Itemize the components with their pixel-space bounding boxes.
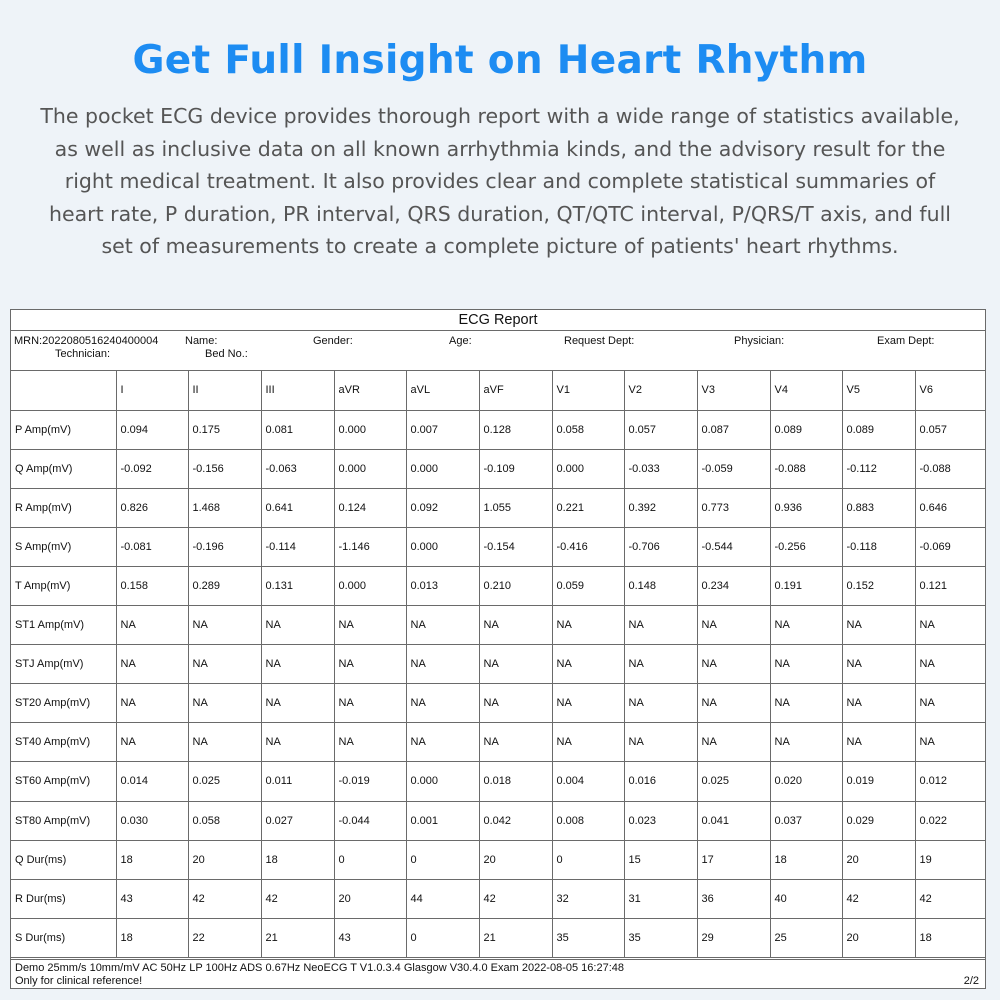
table-row [11, 566, 985, 605]
table-cell: 42 [261, 879, 334, 918]
table-cell: -0.544 [697, 527, 770, 566]
table-cell: NA [552, 645, 624, 684]
table-cell: NA [624, 723, 697, 762]
table-cell: 25 [770, 918, 842, 957]
table-cell: -0.118 [842, 527, 915, 566]
table-cell: -0.109 [479, 449, 552, 488]
table-cell: 0.210 [479, 566, 552, 605]
row-label-cell: R Amp(mV) [11, 488, 116, 527]
row-label-cell: P Amp(mV) [11, 410, 116, 449]
table-cell: NA [697, 645, 770, 684]
row-label-cell: S Amp(mV) [11, 527, 116, 566]
table-cell: 18 [770, 840, 842, 879]
row-label-cell: ST40 Amp(mV) [11, 723, 116, 762]
table-cell: 1.055 [479, 488, 552, 527]
physician-label: Physician: [734, 335, 785, 347]
header-corner-cell [11, 371, 116, 410]
table-cell: NA [261, 684, 334, 723]
lead-header-cell: V5 [842, 371, 915, 410]
table-cell: 0.089 [842, 410, 915, 449]
table-cell: 20 [188, 840, 261, 879]
table-cell: 0.057 [915, 410, 985, 449]
lead-header-cell: I [116, 371, 188, 410]
table-cell: 31 [624, 879, 697, 918]
table-cell: 20 [842, 840, 915, 879]
table-cell: NA [479, 723, 552, 762]
table-cell: NA [406, 684, 479, 723]
table-cell: NA [842, 606, 915, 645]
gender-label: Gender: [313, 335, 353, 347]
table-cell: -0.088 [915, 449, 985, 488]
table-cell: 43 [116, 879, 188, 918]
lead-header-cell: V6 [915, 371, 985, 410]
table-cell: NA [334, 645, 406, 684]
table-cell: 0.000 [406, 449, 479, 488]
table-cell: 0.392 [624, 488, 697, 527]
table-cell: 20 [334, 879, 406, 918]
table-cell: 0.087 [697, 410, 770, 449]
table-cell: NA [842, 723, 915, 762]
table-cell: NA [624, 645, 697, 684]
table-cell: NA [334, 684, 406, 723]
table-cell: 42 [188, 879, 261, 918]
table-cell: 18 [116, 918, 188, 957]
table-cell: 0.131 [261, 566, 334, 605]
table-cell: 0.022 [915, 801, 985, 840]
table-cell: 0.014 [116, 762, 188, 801]
table-cell: NA [770, 645, 842, 684]
table-cell: -0.063 [261, 449, 334, 488]
table-cell: 44 [406, 879, 479, 918]
table-cell: 0.152 [842, 566, 915, 605]
footer-settings: Demo 25mm/s 10mm/mV AC 50Hz LP 100Hz ADS 0.67Hz NeoECG T V1.0.3.4 Glasgow V30.4.0 Exam 2022-08-05 16:27:48 [15, 962, 624, 974]
request-dept-label: Request Dept: [564, 335, 635, 347]
table-row [11, 684, 985, 723]
table-cell: 0.094 [116, 410, 188, 449]
table-cell: NA [842, 645, 915, 684]
table-cell: 0.883 [842, 488, 915, 527]
table-row [11, 762, 985, 801]
table-cell: 0.773 [697, 488, 770, 527]
bed-number-label: Bed No.: [205, 348, 248, 360]
row-label-cell: ST1 Amp(mV) [11, 606, 116, 645]
row-label-cell: Q Dur(ms) [11, 840, 116, 879]
table-cell: 20 [479, 840, 552, 879]
table-cell: 42 [479, 879, 552, 918]
table-cell: 21 [261, 918, 334, 957]
table-cell: 0.001 [406, 801, 479, 840]
table-cell: 35 [552, 918, 624, 957]
name-label: Name: [185, 335, 218, 347]
table-cell: -0.416 [552, 527, 624, 566]
table-cell: 18 [261, 840, 334, 879]
row-label-cell: STJ Amp(mV) [11, 645, 116, 684]
table-cell: -0.059 [697, 449, 770, 488]
row-label-cell: ST60 Amp(mV) [11, 762, 116, 801]
table-cell: 0.148 [624, 566, 697, 605]
table-cell: 18 [915, 918, 985, 957]
table-row [11, 410, 985, 449]
table-cell: 0.641 [261, 488, 334, 527]
exam-dept-label: Exam Dept: [877, 335, 935, 347]
table-cell: 0.191 [770, 566, 842, 605]
footer-disclaimer: Only for clinical reference! [15, 975, 143, 987]
table-cell: NA [116, 645, 188, 684]
table-cell: NA [116, 723, 188, 762]
table-header-row [11, 371, 985, 410]
lead-header-cell: aVL [406, 371, 479, 410]
table-cell: 17 [697, 840, 770, 879]
lead-header-cell: V2 [624, 371, 697, 410]
table-cell: 0.826 [116, 488, 188, 527]
table-cell: NA [188, 684, 261, 723]
table-cell: NA [624, 684, 697, 723]
mrn-value: MRN:2022080516240400004 [14, 335, 159, 347]
table-cell: 15 [624, 840, 697, 879]
row-label-cell: R Dur(ms) [11, 879, 116, 918]
table-cell: NA [697, 606, 770, 645]
table-cell: -0.044 [334, 801, 406, 840]
table-cell: 0.025 [697, 762, 770, 801]
table-cell: 42 [842, 879, 915, 918]
table-cell: 0.234 [697, 566, 770, 605]
table-cell: 0.092 [406, 488, 479, 527]
table-cell: -0.156 [188, 449, 261, 488]
table-cell: NA [116, 606, 188, 645]
table-row [11, 527, 985, 566]
table-cell: 20 [842, 918, 915, 957]
table-row [11, 840, 985, 879]
patient-info [11, 331, 985, 371]
lead-header-cell: aVR [334, 371, 406, 410]
table-cell: 0.042 [479, 801, 552, 840]
table-row [11, 488, 985, 527]
table-cell: NA [770, 606, 842, 645]
table-cell: 0.037 [770, 801, 842, 840]
table-cell: NA [770, 684, 842, 723]
page-number: 2/2 [963, 975, 979, 987]
table-cell: 0.008 [552, 801, 624, 840]
ecg-report [10, 309, 986, 989]
table-cell: 0.089 [770, 410, 842, 449]
table-cell: 0.000 [406, 762, 479, 801]
table-cell: 43 [334, 918, 406, 957]
table-cell: 0.041 [697, 801, 770, 840]
table-cell: -0.196 [188, 527, 261, 566]
table-cell: 0 [334, 840, 406, 879]
table-cell: NA [915, 723, 985, 762]
table-cell: NA [697, 723, 770, 762]
table-cell: -0.256 [770, 527, 842, 566]
table-cell: 40 [770, 879, 842, 918]
table-cell: 0.081 [261, 410, 334, 449]
table-cell: 1.468 [188, 488, 261, 527]
table-cell: 0 [406, 840, 479, 879]
table-cell: 0.020 [770, 762, 842, 801]
table-cell: 0.029 [842, 801, 915, 840]
table-cell: -0.088 [770, 449, 842, 488]
table-cell: NA [915, 645, 985, 684]
table-cell: NA [188, 723, 261, 762]
table-cell: 22 [188, 918, 261, 957]
table-cell: NA [479, 684, 552, 723]
table-cell: -0.114 [261, 527, 334, 566]
table-cell: 0.000 [334, 566, 406, 605]
intro-paragraph [10, 100, 990, 263]
table-cell: 0.124 [334, 488, 406, 527]
table-cell: 35 [624, 918, 697, 957]
table-cell: 0.000 [406, 527, 479, 566]
table-cell: NA [479, 645, 552, 684]
report-footer [11, 959, 985, 989]
table-cell: 0.027 [261, 801, 334, 840]
table-row [11, 918, 985, 957]
table-cell: NA [552, 684, 624, 723]
lead-header-cell: III [261, 371, 334, 410]
table-cell: 0.289 [188, 566, 261, 605]
table-cell: NA [261, 645, 334, 684]
table-cell: 19 [915, 840, 985, 879]
table-cell: -0.112 [842, 449, 915, 488]
report-title: ECG Report [11, 310, 985, 331]
table-cell: 0.030 [116, 801, 188, 840]
table-cell: NA [116, 684, 188, 723]
table-cell: -0.019 [334, 762, 406, 801]
table-cell: NA [261, 606, 334, 645]
row-label-cell: ST80 Amp(mV) [11, 801, 116, 840]
table-cell: 0.000 [334, 449, 406, 488]
table-cell: NA [406, 723, 479, 762]
table-cell: 0.023 [624, 801, 697, 840]
table-cell: -0.033 [624, 449, 697, 488]
table-cell: 0.004 [552, 762, 624, 801]
table-cell: 21 [479, 918, 552, 957]
table-cell: NA [261, 723, 334, 762]
measurements-table [11, 371, 985, 958]
table-cell: 0.016 [624, 762, 697, 801]
age-label: Age: [449, 335, 472, 347]
table-cell: NA [334, 723, 406, 762]
table-cell: NA [552, 723, 624, 762]
table-cell: NA [188, 606, 261, 645]
table-cell: 0.221 [552, 488, 624, 527]
table-cell: 0.058 [552, 410, 624, 449]
table-cell: 18 [116, 840, 188, 879]
table-cell: 0.025 [188, 762, 261, 801]
table-cell: 0.646 [915, 488, 985, 527]
table-row [11, 645, 985, 684]
table-row [11, 879, 985, 918]
technician-label: Technician: [55, 348, 111, 360]
table-cell: 0.013 [406, 566, 479, 605]
table-cell: -0.706 [624, 527, 697, 566]
lead-header-cell: II [188, 371, 261, 410]
table-cell: 0.019 [842, 762, 915, 801]
table-cell: NA [624, 606, 697, 645]
table-cell: NA [915, 606, 985, 645]
table-cell: -0.092 [116, 449, 188, 488]
table-row [11, 449, 985, 488]
table-cell: 29 [697, 918, 770, 957]
lead-header-cell: V4 [770, 371, 842, 410]
lead-header-cell: aVF [479, 371, 552, 410]
table-cell: 0.011 [261, 762, 334, 801]
table-row [11, 801, 985, 840]
lead-header-cell: V1 [552, 371, 624, 410]
table-cell: 0.000 [552, 449, 624, 488]
table-cell: NA [334, 606, 406, 645]
row-label-cell: Q Amp(mV) [11, 449, 116, 488]
table-cell: -0.081 [116, 527, 188, 566]
intro-line: The pocket ECG device provides thorough report with a wide range of statistics available, [40, 104, 960, 128]
table-cell: -0.069 [915, 527, 985, 566]
table-cell: NA [697, 684, 770, 723]
table-cell: NA [406, 606, 479, 645]
table-cell: NA [915, 684, 985, 723]
row-label-cell: ST20 Amp(mV) [11, 684, 116, 723]
table-cell: 0.058 [188, 801, 261, 840]
table-cell: 0.000 [334, 410, 406, 449]
intro-line: as well as inclusive data on all known arrhythmia kinds, and the advisory result for the [54, 136, 946, 161]
intro-line: right medical treatment. It also provides clear and complete statistical summaries of [64, 169, 936, 193]
table-cell: -0.154 [479, 527, 552, 566]
lead-header-cell: V3 [697, 371, 770, 410]
table-cell: 36 [697, 879, 770, 918]
table-cell: NA [479, 606, 552, 645]
table-cell: 0.057 [624, 410, 697, 449]
table-row [11, 723, 985, 762]
table-cell: NA [188, 645, 261, 684]
row-label-cell: T Amp(mV) [11, 566, 116, 605]
intro-line: heart rate, P duration, PR interval, QRS duration, QT/QTC interval, P/QRS/T axis, and full [49, 201, 951, 226]
table-row [11, 606, 985, 645]
table-cell: 0.059 [552, 566, 624, 605]
table-cell: NA [842, 684, 915, 723]
table-cell: 32 [552, 879, 624, 918]
table-cell: 0.128 [479, 410, 552, 449]
row-label-cell: S Dur(ms) [11, 918, 116, 957]
table-cell: 0.175 [188, 410, 261, 449]
table-cell: 0.018 [479, 762, 552, 801]
table-cell: 0.007 [406, 410, 479, 449]
table-cell: 0.012 [915, 762, 985, 801]
table-cell: 0 [552, 840, 624, 879]
table-cell: 0.158 [116, 566, 188, 605]
table-cell: 42 [915, 879, 985, 918]
intro-line: set of measurements to create a complete picture of patients' heart rhythms. [101, 234, 899, 258]
table-cell: 0.936 [770, 488, 842, 527]
table-cell: -1.146 [334, 527, 406, 566]
table-cell: 0.121 [915, 566, 985, 605]
page-headline: Get Full Insight on Heart Rhythm [132, 38, 868, 83]
table-cell: NA [770, 723, 842, 762]
table-cell: NA [552, 606, 624, 645]
table-cell: NA [406, 645, 479, 684]
table-cell: 0 [406, 918, 479, 957]
